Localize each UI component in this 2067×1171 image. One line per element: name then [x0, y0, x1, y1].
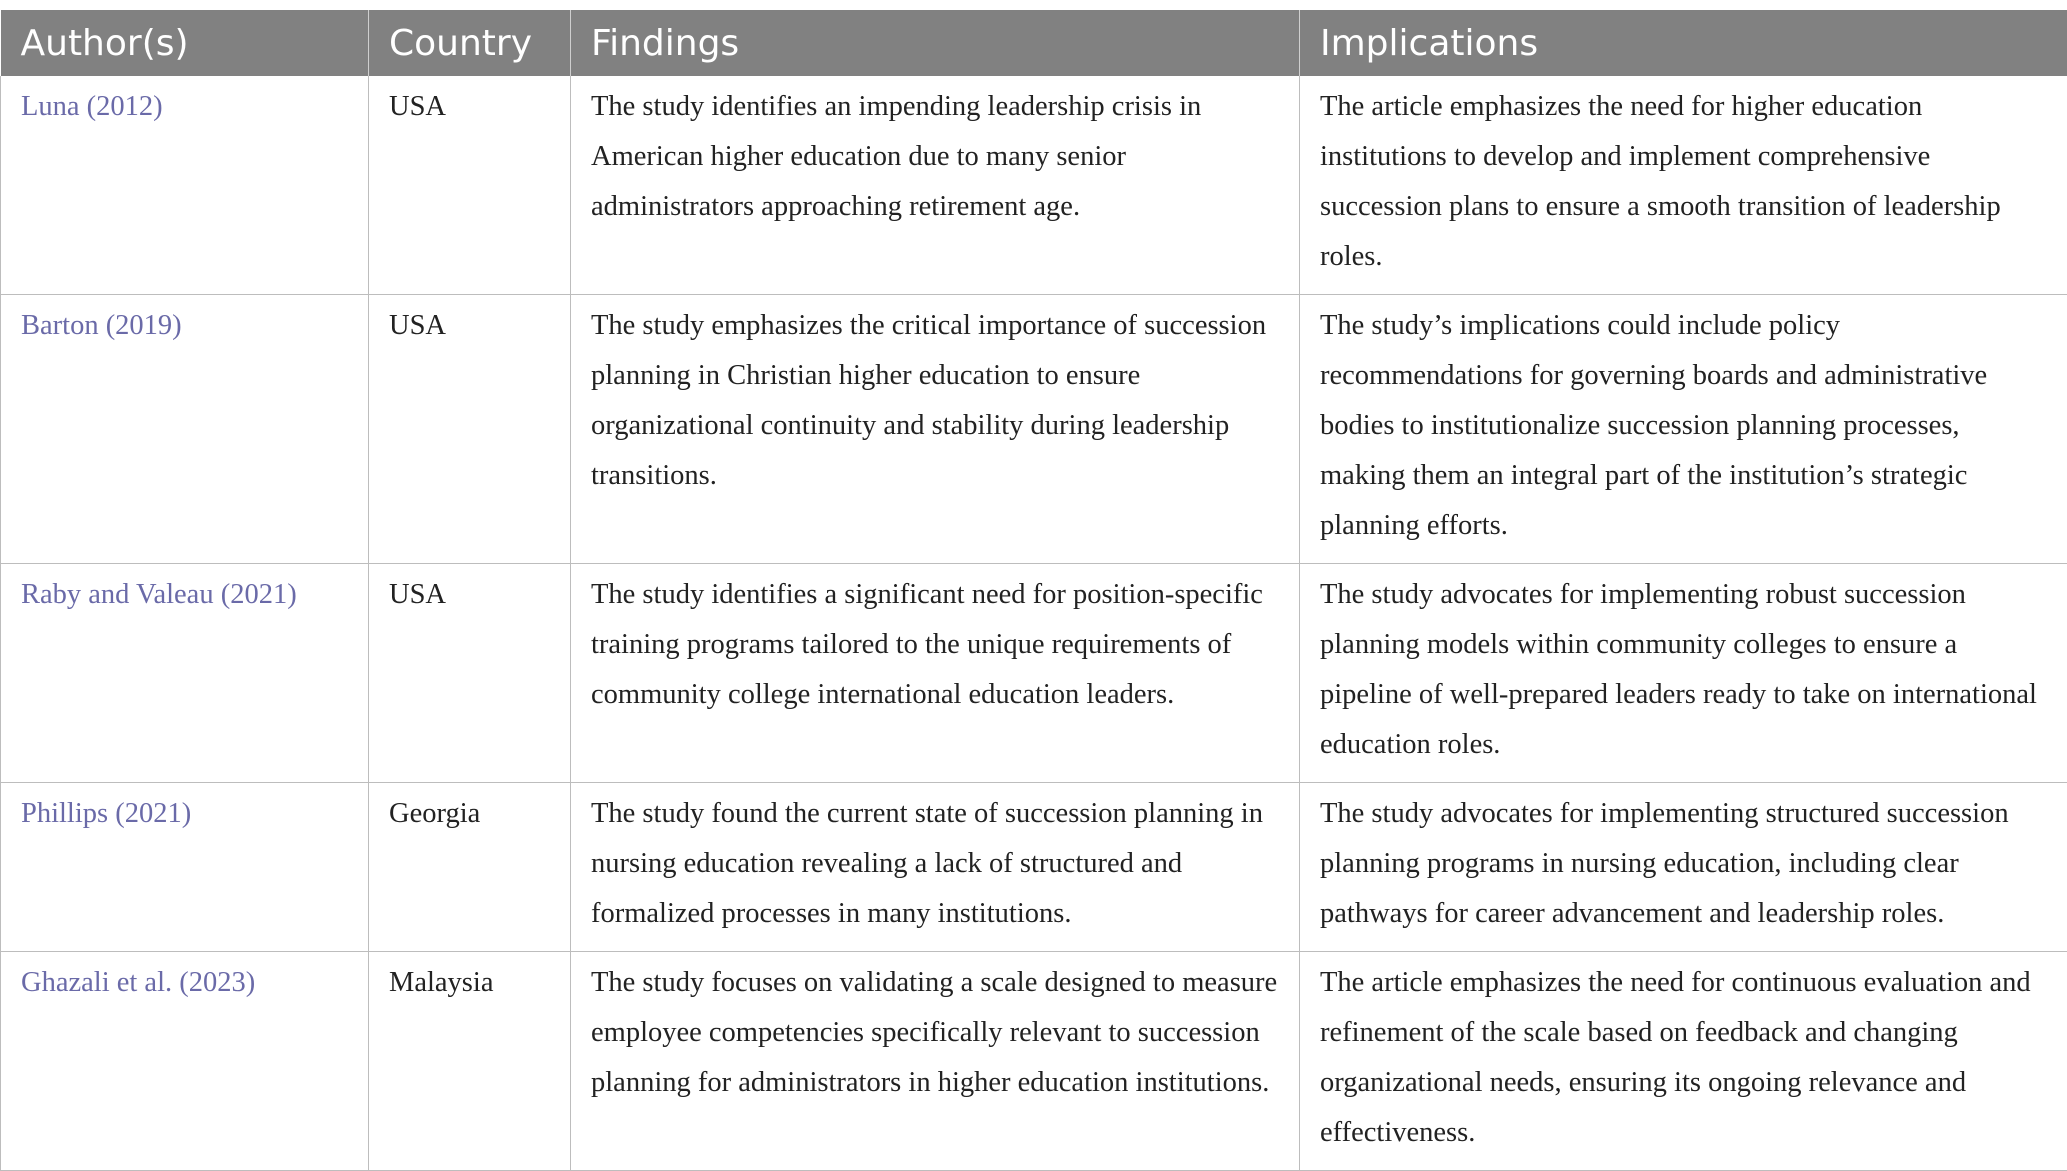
header-findings: Findings	[571, 10, 1300, 76]
table-row	[1, 76, 2067, 295]
literature-table	[0, 10, 2067, 1171]
implications-cell: The study advocates for implementing robust succession planning models within community colleges to ensure a pipeline of well-prepared leaders ready to take on international education roles.	[1300, 564, 2067, 783]
findings-cell: The study identifies an impending leadership crisis in American higher education due to many senior administrators approaching retirement age.	[571, 76, 1300, 295]
header-row	[1, 10, 2067, 76]
findings-cell: The study found the current state of succession planning in nursing education revealing a lack of structured and formalized processes in many institutions.	[571, 783, 1300, 952]
findings-cell: The study identifies a significant need for position-specific training programs tailored to the unique requirements of community college international education leaders.	[571, 564, 1300, 783]
table-row	[1, 564, 2067, 783]
table-body	[1, 76, 2067, 1171]
country-cell: USA	[369, 564, 571, 783]
author-link[interactable]: Luna (2012)	[1, 76, 369, 295]
country-cell: USA	[369, 76, 571, 295]
country-cell: Malaysia	[369, 952, 571, 1171]
author-link[interactable]: Barton (2019)	[1, 295, 369, 564]
table-row	[1, 783, 2067, 952]
country-cell: USA	[369, 295, 571, 564]
header-author: Author(s)	[1, 10, 369, 76]
table-header	[1, 10, 2067, 76]
country-cell: Georgia	[369, 783, 571, 952]
literature-table-container	[0, 10, 2067, 1171]
header-country: Country	[369, 10, 571, 76]
header-implications: Implications	[1300, 10, 2067, 76]
findings-cell: The study emphasizes the critical importance of succession planning in Christian higher education to ensure organizational continuity and stability during leadership transitions.	[571, 295, 1300, 564]
implications-cell: The study advocates for implementing structured succession planning programs in nursing education, including clear pathways for career advancement and leadership roles.	[1300, 783, 2067, 952]
table-row	[1, 295, 2067, 564]
implications-cell: The article emphasizes the need for higher education institutions to develop and implement comprehensive succession plans to ensure a smooth transition of leadership roles.	[1300, 76, 2067, 295]
author-link[interactable]: Ghazali et al. (2023)	[1, 952, 369, 1171]
implications-cell: The article emphasizes the need for continuous evaluation and refinement of the scale based on feedback and changing organizational needs, ensuring its ongoing relevance and effectiveness.	[1300, 952, 2067, 1171]
findings-cell: The study focuses on validating a scale designed to measure employee competencies specifically relevant to succession planning for administrators in higher education institutions.	[571, 952, 1300, 1171]
table-row	[1, 952, 2067, 1171]
author-link[interactable]: Raby and Valeau (2021)	[1, 564, 369, 783]
implications-cell: The study’s implications could include policy recommendations for governing boards and administrative bodies to institutionalize succession planning processes, making them an integral part of the institution’s strategic planning efforts.	[1300, 295, 2067, 564]
author-link[interactable]: Phillips (2021)	[1, 783, 369, 952]
